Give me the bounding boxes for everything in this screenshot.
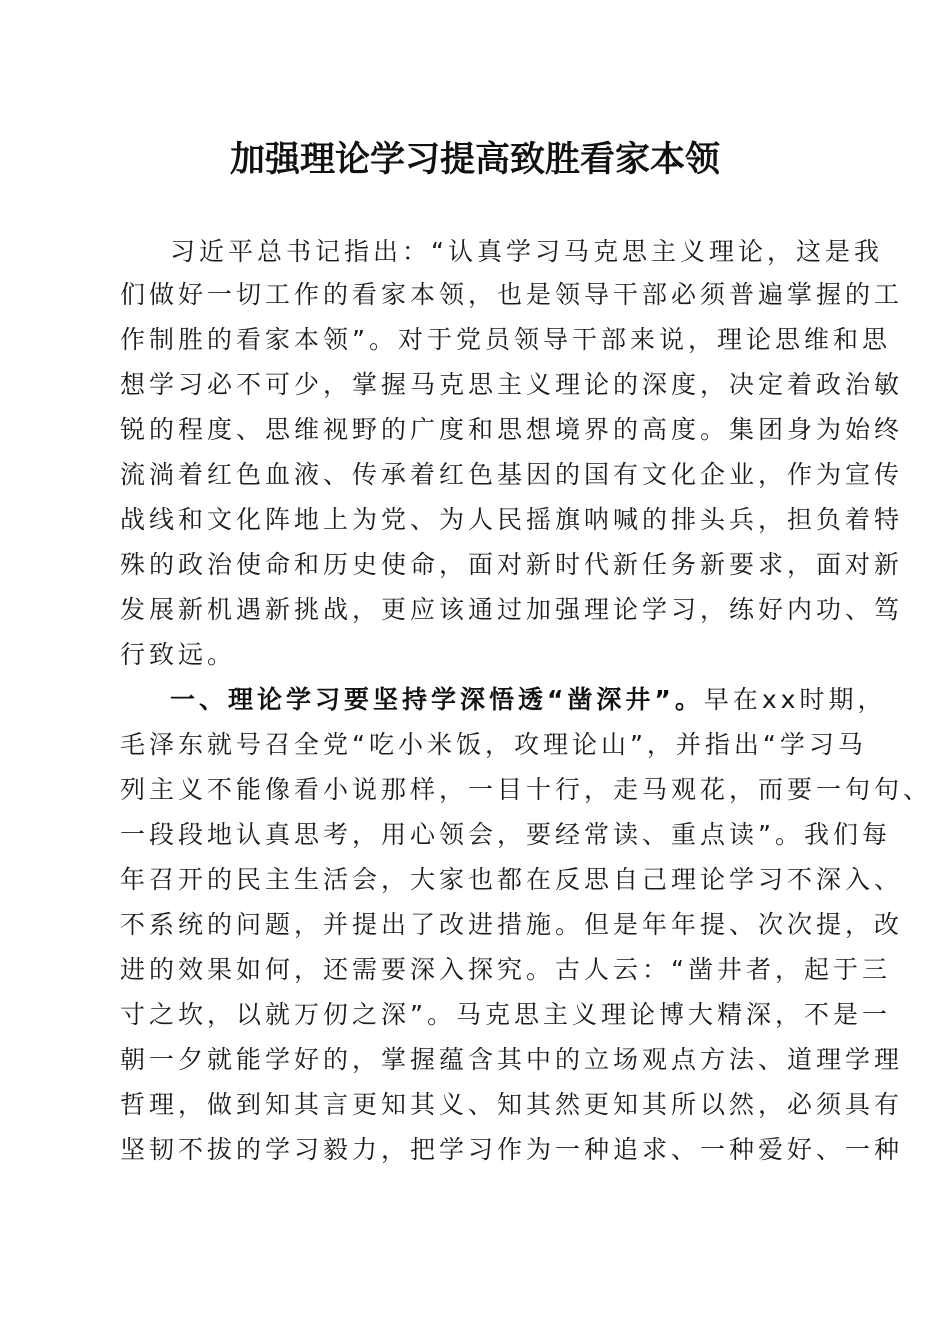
- text-line: 想学习必不可少，掌握马克思主义理论的深度，决定着政治敏: [120, 370, 904, 399]
- text-line: 们做好一切工作的看家本领，也是领导干部必须普遍掌握的工: [120, 280, 904, 309]
- text-line: 流淌着红色血液、传承着红色基因的国有文化企业，作为宣传: [120, 460, 904, 489]
- text-line: 进的效果如何，还需要深入探究。古人云：“凿井者，起于三: [120, 955, 891, 984]
- text-line: 寸之坎，以就万仞之深”。马克思主义理论博大精深，不是一: [120, 1000, 891, 1029]
- text-line: 战线和文化阵地上为党、为人民摇旗呐喊的排头兵，担负着特: [120, 505, 904, 534]
- text-line: 发展新机遇新挑战，更应该通过加强理论学习，练好内功、笃: [120, 595, 904, 624]
- text-line: 朝一夕就能学好的，掌握蕴含其中的立场观点方法、道理学理: [120, 1045, 904, 1074]
- text-line: 毛泽东就号召全党“吃小米饭，攻理论山”，并指出“学习马: [120, 730, 867, 759]
- text-line: 行致远。: [120, 640, 237, 669]
- text-line: 年召开的民主生活会，大家也都在反思自己理论学习不深入、: [120, 865, 904, 894]
- section-heading-rest: 早在xx时期，: [703, 685, 887, 714]
- text-line: 列主义不能像看小说那样，一目十行，走马观花，而要一句句、: [120, 775, 933, 804]
- section-heading: 一、理论学习要坚持学深悟透“凿深井”。: [170, 685, 704, 714]
- text-line: 不系统的问题，并提出了改进措施。但是年年提、次次提，改: [120, 910, 904, 939]
- section-heading-line: [170, 680, 890, 720]
- text-line: 哲理，做到知其言更知其义、知其然更知其所以然，必须具有: [120, 1090, 904, 1119]
- text-line: 一段段地认真思考，用心领会，要经常读、重点读”。我们每: [120, 820, 891, 849]
- text-line: 坚韧不拔的学习毅力，把学习作为一种追求、一种爱好、一种: [120, 1135, 904, 1164]
- text-line: 习近平总书记指出：“认真学习马克思主义理论，这是我: [170, 237, 883, 266]
- document-title: 加强理论学习提高致胜看家本领: [229, 139, 720, 180]
- text-line: 锐的程度、思维视野的广度和思想境界的高度。集团身为始终: [120, 415, 904, 444]
- text-line: 作制胜的看家本领”。对于党员领导干部来说，理论思维和思: [120, 325, 891, 354]
- text-line: 殊的政治使命和历史使命，面对新时代新任务新要求，面对新: [120, 550, 904, 579]
